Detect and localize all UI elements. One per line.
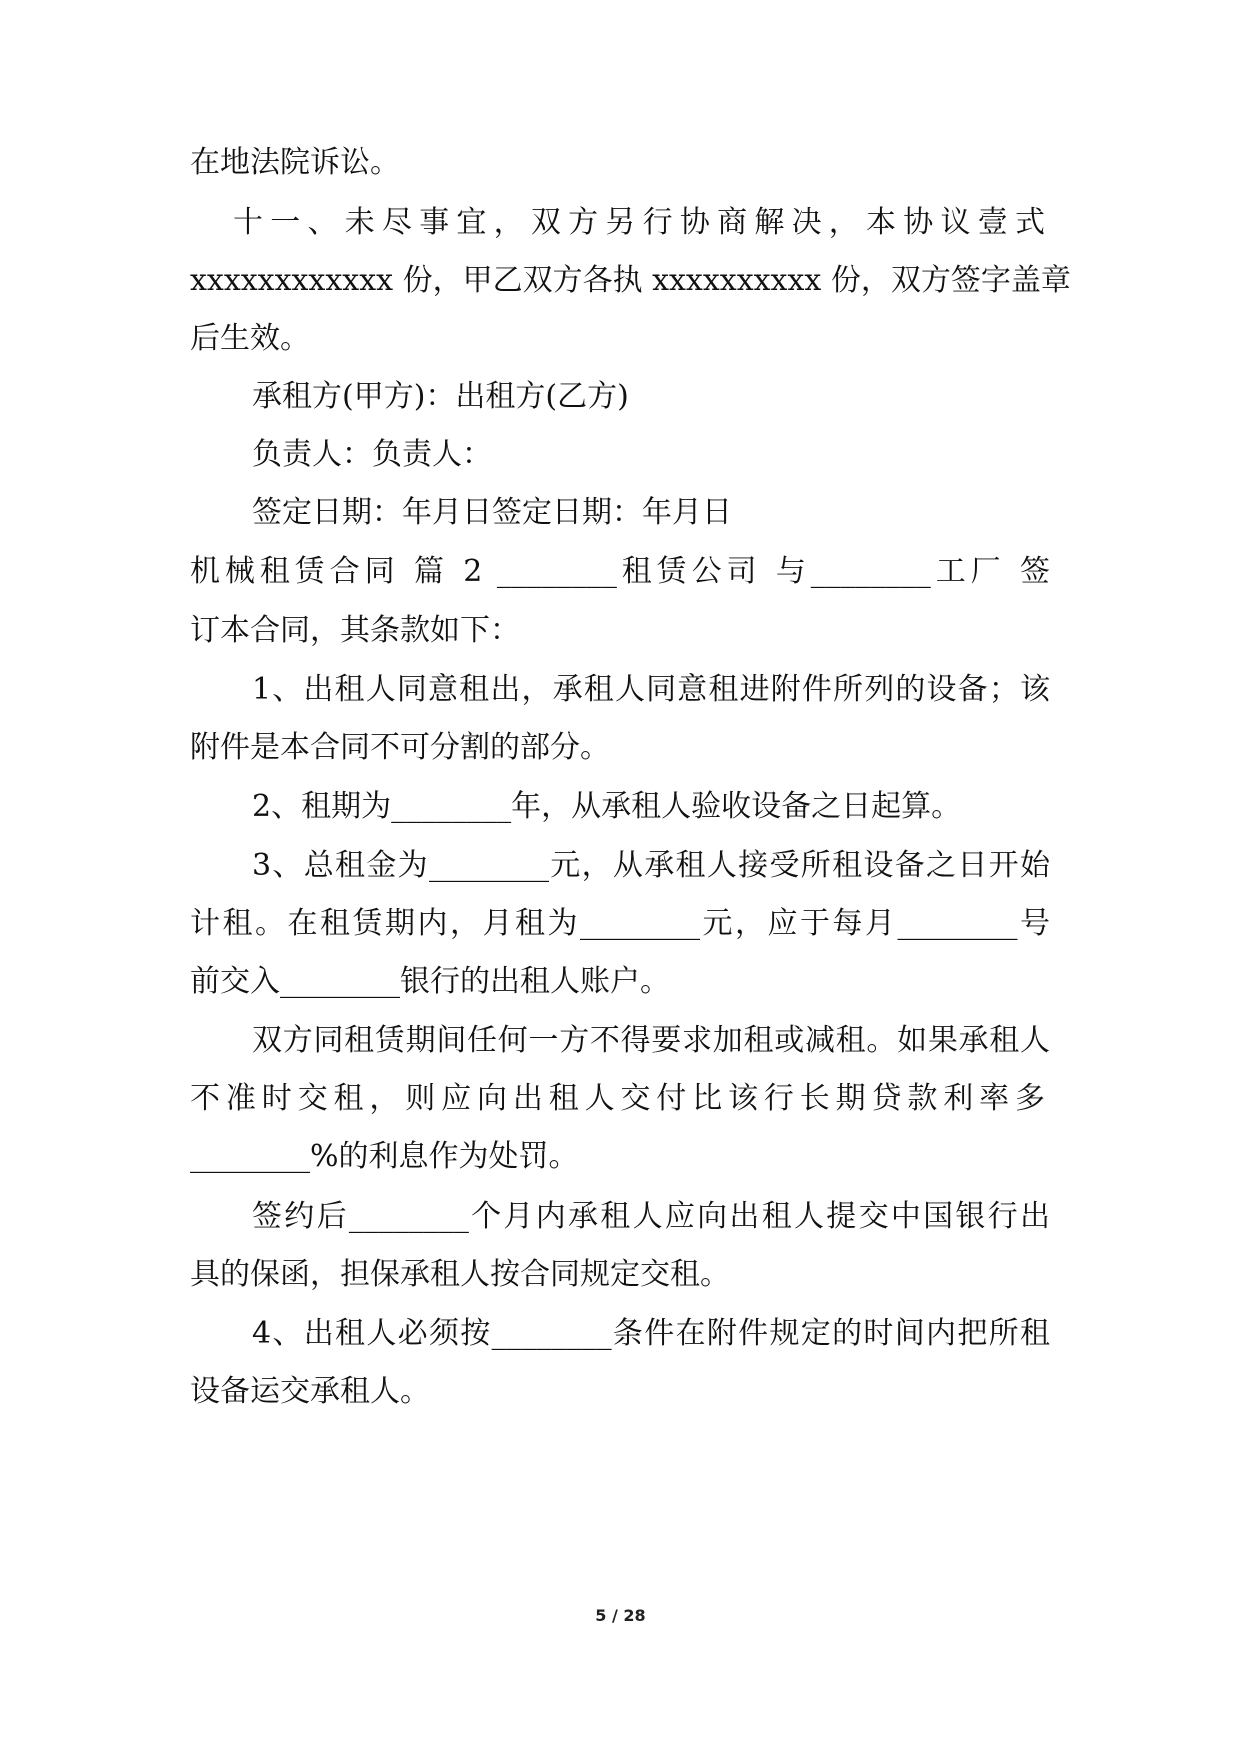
text-line: 前交入________银行的出租人账户。: [190, 964, 670, 999]
text-line: 不准时交租，则应向出租人交付比该行长期贷款利率多: [190, 1081, 1050, 1116]
text-line: 订本合同，其条款如下：: [190, 613, 520, 648]
text-line: 双方同租赁期间任何一方不得要求加租或减租。如果承租人: [252, 1023, 1050, 1058]
page-number: 5 / 28: [595, 1606, 646, 1625]
text-line: 2、租期为________年，从承租人验收设备之日起算。: [252, 789, 962, 824]
text-line: 负责人：负责人：: [252, 437, 492, 472]
text-line: 承租方(甲方)：出租方(乙方): [252, 379, 629, 414]
text-line: 十一、未尽事宜，双方另行协商解决，本协议壹式: [233, 205, 1050, 240]
text-line: 计租。在租赁期内，月租为________元，应于每月________号: [190, 906, 1050, 941]
text-line: 在地法院诉讼。: [190, 145, 400, 180]
text-line: xxxxxxxxxxxx 份，甲乙双方各执 xxxxxxxxxx 份，双方签字盖章: [190, 263, 1071, 298]
text-line: 具的保函，担保承租人按合同规定交租。: [190, 1257, 730, 1292]
text-line: 3、总租金为________元，从承租人接受所租设备之日开始: [252, 848, 1050, 883]
text-line: 后生效。: [190, 321, 310, 356]
text-line: 设备运交承租人。: [190, 1374, 430, 1409]
text-line: ________%的利息作为处罚。: [190, 1139, 579, 1174]
text-line: 附件是本合同不可分割的部分。: [190, 730, 610, 765]
text-line: 1、出租人同意租出，承租人同意租进附件所列的设备；该: [252, 672, 1050, 707]
text-line: 4、出租人必须按________条件在附件规定的时间内把所租: [252, 1316, 1050, 1351]
text-line: 签约后________个月内承租人应向出租人提交中国银行出: [252, 1199, 1050, 1234]
section-heading-line: 机械租赁合同 篇 2 ________租赁公司 与________工厂 签: [190, 554, 1050, 589]
text-line: 签定日期：年月日签定日期：年月日: [252, 495, 732, 530]
